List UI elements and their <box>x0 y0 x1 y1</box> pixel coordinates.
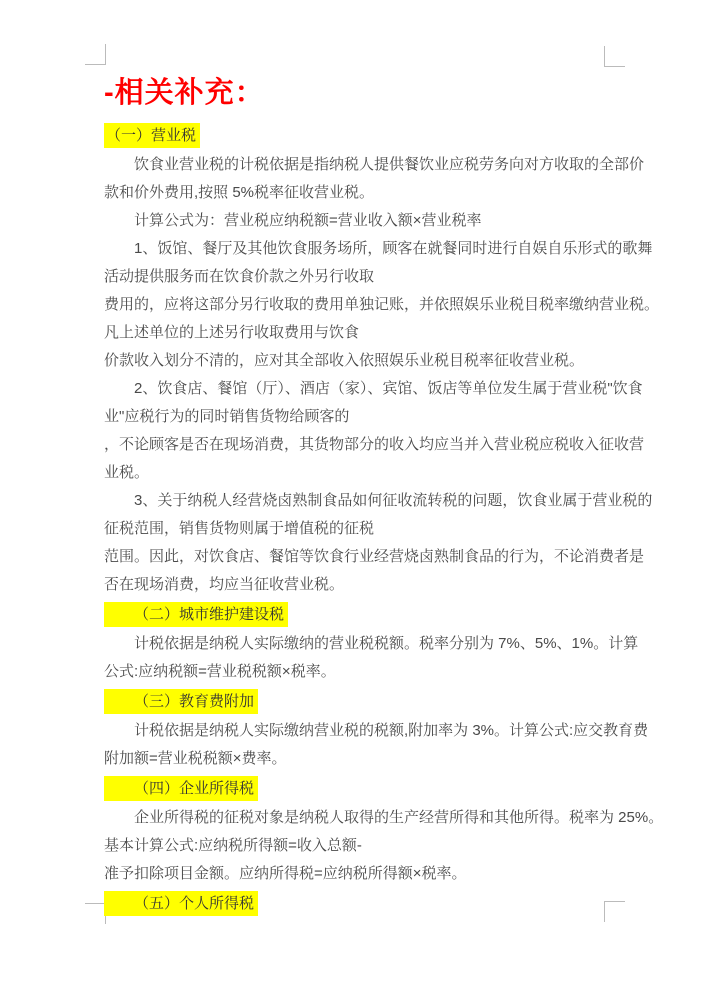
document-body <box>104 120 664 919</box>
text-line: 1、饭馆、餐厅及其他饮食服务场所，顾客在就餐同时进行自娱自乐形式的歌舞 <box>134 240 653 257</box>
document-title: -相关补充： <box>104 77 265 109</box>
section-heading <box>104 120 616 151</box>
document-content <box>104 76 664 919</box>
text-line: 款和价外费用,按照 5%税率征收营业税。 <box>104 184 375 201</box>
text-line: 业"应税行为的同时销售货物给顾客的 <box>104 408 350 425</box>
text-line: 准予扣除项目金额。应纳所得税=应纳税所得额×税率。 <box>104 865 467 882</box>
section-heading <box>104 599 616 630</box>
text-line: 基本计算公式:应纳税所得额=收入总额- <box>104 837 362 854</box>
text-line: 附加额=营业税税额×费率。 <box>104 750 287 767</box>
text-line: 饮食业营业税的计税依据是指纳税人提供餐饮业应税劳务向对方收取的全部价 <box>134 156 645 173</box>
text-line: 费用的，应将这部分另行收取的费用单独记账，并依照娱乐业税目税率缴纳营业税。 <box>104 296 660 313</box>
text-line: 凡上述单位的上述另行收取费用与饮食 <box>104 324 360 341</box>
highlighted-heading-text: （五）个人所得税 <box>104 891 258 916</box>
text-line: 计算公式为：营业税应纳税额=营业收入额×营业税率 <box>134 212 482 229</box>
text-line: 征税范围，销售货物则属于增值税的征税 <box>104 520 375 537</box>
text-line: 否在现场消费，均应当征收营业税。 <box>104 576 345 593</box>
section-heading <box>104 773 616 804</box>
text-line: 3、关于纳税人经营烧卤熟制食品如何征收流转税的问题，饮食业属于营业税的 <box>134 492 653 509</box>
text-boundary-mark-bottom-left <box>85 903 106 924</box>
text-line: 计税依据是纳税人实际缴纳营业税的税额,附加率为 3%。计算公式:应交教育费 <box>134 722 649 739</box>
text-line: ，不论顾客是否在现场消费，其货物部分的收入均应当并入营业税应税收入征收营 <box>104 436 645 453</box>
highlighted-heading-text: （三）教育费附加 <box>104 689 258 714</box>
text-line: 活动提供服务而在饮食价款之外另行收取 <box>104 268 375 285</box>
text-boundary-mark-top-right <box>604 46 625 67</box>
section-heading <box>104 888 616 919</box>
section-heading <box>104 686 616 717</box>
highlighted-heading-text: （二）城市维护建设税 <box>104 602 288 627</box>
text-line: 范围。因此，对饮食店、餐馆等饮食行业经营烧卤熟制食品的行为，不论消费者是 <box>104 548 645 565</box>
text-boundary-mark-top-left <box>85 44 106 65</box>
text-line: 公式:应纳税额=营业税税额×税率。 <box>104 663 336 680</box>
text-line: 业税。 <box>104 464 150 481</box>
highlighted-heading-text: （四）企业所得税 <box>104 776 258 801</box>
text-line: 计税依据是纳税人实际缴纳的营业税税额。税率分别为 7%、5%、1%。计算 <box>134 635 639 652</box>
highlighted-heading-text: （一）营业税 <box>104 123 200 148</box>
text-line: 企业所得税的征税对象是纳税人取得的生产经营所得和其他所得。税率为 25%。 <box>134 809 664 826</box>
text-line: 2、饮食店、餐馆（厅）、酒店（家）、宾馆、饭店等单位发生属于营业税"饮食 <box>134 380 643 397</box>
text-line: 价款收入划分不清的，应对其全部收入依照娱乐业税目税率征收营业税。 <box>104 352 585 369</box>
